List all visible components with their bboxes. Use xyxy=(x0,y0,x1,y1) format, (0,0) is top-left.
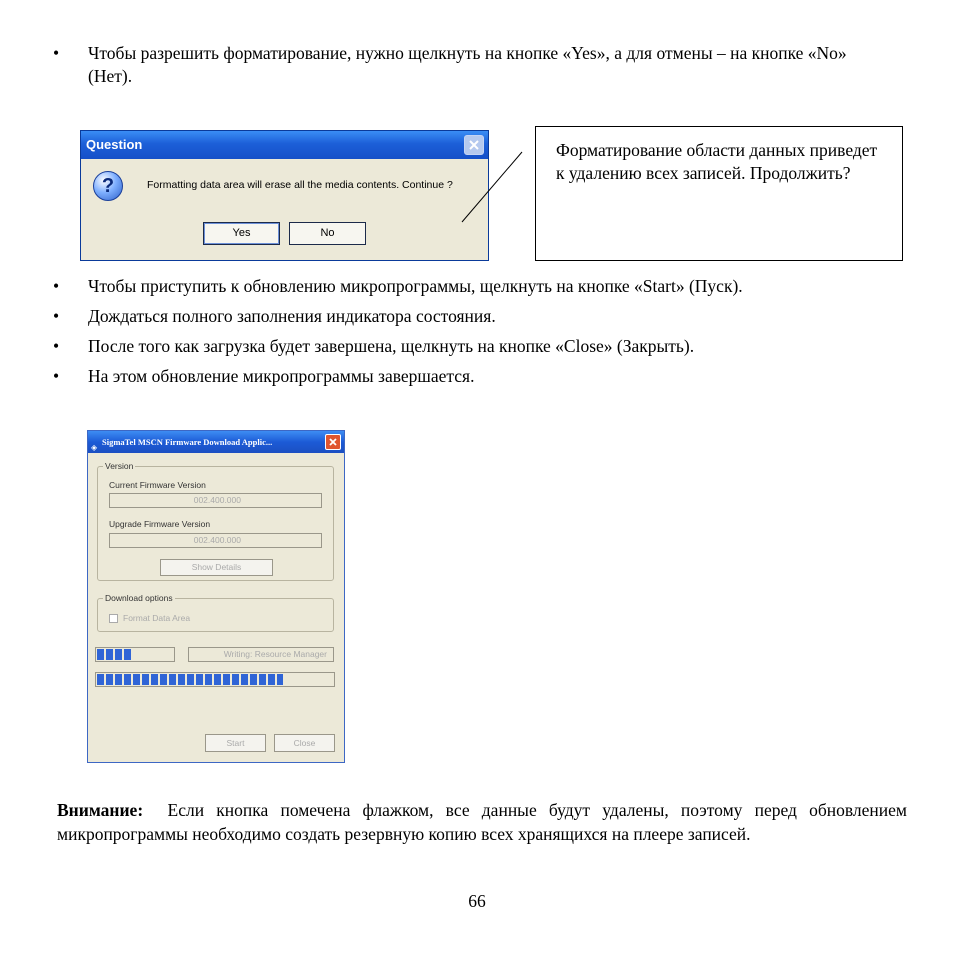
upgrade-version-field[interactable]: 002.400.000 xyxy=(109,533,322,548)
yes-button[interactable]: Yes xyxy=(203,222,280,245)
format-data-area-checkbox[interactable] xyxy=(109,614,118,623)
bullet-list-top xyxy=(55,42,895,95)
warning-text: Если кнопка помечена флажком, все данные будут удалены, поэтому перед обновлением микропрограммы необходимо создать резервную копию всех хранящихся на плеере записей. xyxy=(57,800,907,844)
upgrade-version-label: Upgrade Firmware Version xyxy=(109,519,211,529)
overall-progress-fill xyxy=(97,674,283,685)
bullet-list-steps xyxy=(55,275,895,395)
bullet-icon: • xyxy=(53,336,60,356)
firmware-download-window xyxy=(87,430,345,763)
download-options-label: Download options xyxy=(105,593,173,603)
page-number: 66 xyxy=(468,891,486,911)
start-button[interactable]: Start xyxy=(205,734,266,752)
callout-text: Форматирование области данных приведет к удалению всех записей. Продолжить? xyxy=(556,140,878,183)
show-details-button[interactable]: Show Details xyxy=(160,559,273,576)
bullet-icon: • xyxy=(53,276,60,296)
version-group-label: Version xyxy=(105,461,134,471)
dialog-title-bar xyxy=(81,131,488,159)
status-field: Writing: Resource Manager xyxy=(188,647,334,662)
question-dialog xyxy=(80,130,489,261)
file-progress-bar xyxy=(95,647,175,662)
close-button[interactable]: Close xyxy=(274,734,335,752)
warning-label: Внимание: xyxy=(57,800,144,820)
file-progress-fill xyxy=(97,649,131,660)
dialog-title: Question xyxy=(86,137,143,152)
dialog-message: Formatting data area will erase all the media contents. Continue ? xyxy=(147,179,453,191)
no-button[interactable]: No xyxy=(289,222,366,245)
bullet-icon: • xyxy=(53,306,60,326)
list-item: • На этом обновление микропрограммы завершается. xyxy=(53,366,475,386)
callout-box xyxy=(535,126,903,261)
format-data-area-label: Format Data Area xyxy=(123,613,191,623)
bullet-icon: • xyxy=(53,43,60,63)
current-version-label: Current Firmware Version xyxy=(109,480,206,490)
bullet-icon: • xyxy=(53,366,60,386)
close-icon[interactable] xyxy=(325,434,341,450)
callout-pointer xyxy=(460,150,540,230)
window-title-bar xyxy=(88,431,344,453)
overall-progress-bar xyxy=(95,672,335,687)
current-version-field[interactable]: 002.400.000 xyxy=(109,493,322,508)
question-icon: ? xyxy=(93,171,123,201)
list-item: • После того как загрузка будет завершена, щелкнуть на кнопке «Close» (Закрыть). xyxy=(53,336,695,356)
window-title: SigmaTel MSCN Firmware Download Applic... xyxy=(102,437,273,447)
list-item: • Чтобы разрешить форматирование, нужно щелкнуть на кнопке «Yes», а для отмены – на кнопке «No» (Нет). xyxy=(53,43,847,86)
warning-paragraph xyxy=(57,798,907,846)
app-icon: ◈ xyxy=(91,443,98,452)
list-item: • Дождаться полного заполнения индикатора состояния. xyxy=(53,306,496,326)
list-item: • Чтобы приступить к обновлению микропрограммы, щелкнуть на кнопке «Start» (Пуск). xyxy=(53,276,743,296)
